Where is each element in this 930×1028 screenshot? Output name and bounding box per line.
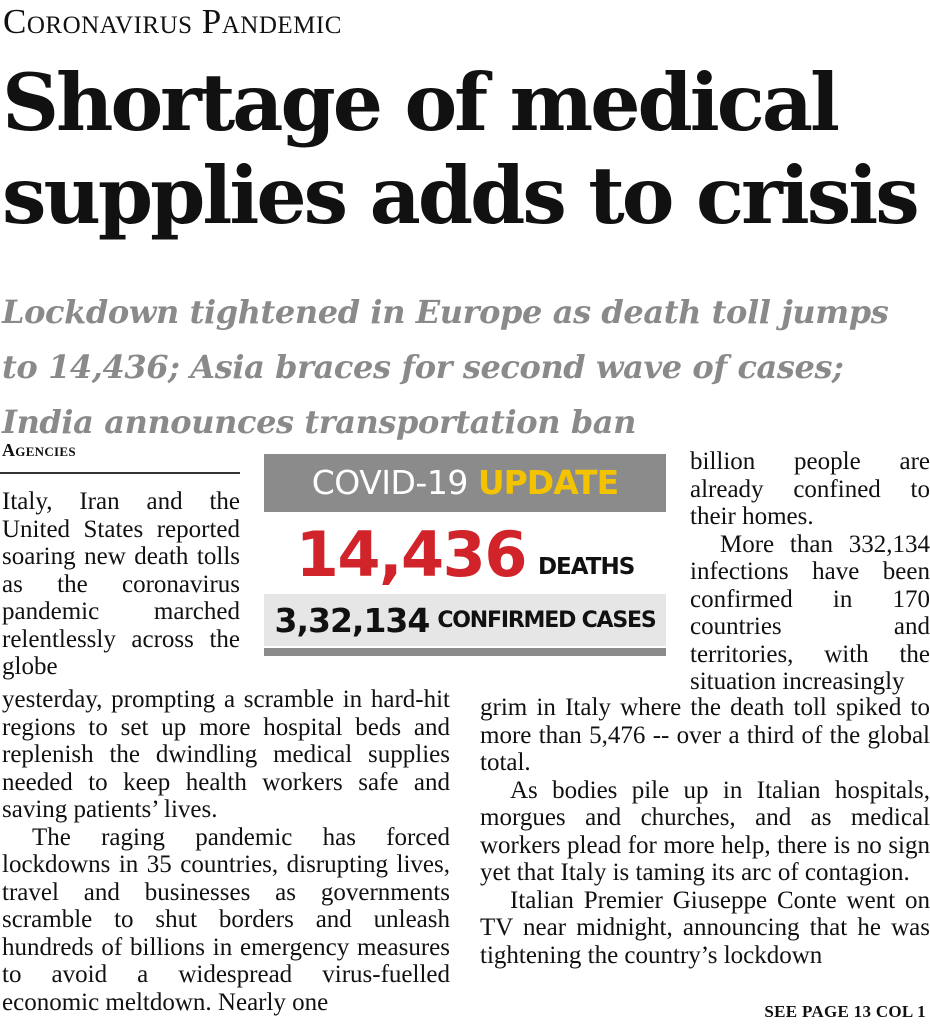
headline-line-1: Shortage of medical: [2, 56, 838, 149]
article-paragraph: grim in Italy where the death toll spiked to more than 5,476 -- over a third of the global total.: [480, 694, 930, 776]
article-paragraph: More than 332,134 infections have been confirmed in 170 countries and territories, with the situation increasingly: [690, 530, 930, 695]
covid-title-accent: UPDATE: [477, 463, 619, 502]
byline-rule: [0, 472, 240, 474]
deck-subheadline: [2, 285, 928, 450]
article-paragraph: yesterday, prompting a scramble in hard-hit regions to set up more hospital beds and replenish the dwindling medical supplies needed to keep health workers safe and saving patients’ lives.: [2, 686, 450, 823]
covid-update-title: [264, 454, 666, 512]
article-column-2: [2, 686, 450, 1016]
deaths-count: 14,436: [295, 518, 526, 591]
covid-update-box: [264, 454, 666, 656]
article-paragraph: Italian Premier Giuseppe Conte went on TV near midnight, announcing that he was tightening the country’s lockdown: [480, 886, 930, 969]
byline: Agencies: [2, 440, 76, 460]
article-column-1: Italy, Iran and the United States reported soaring new death tolls as the coronavirus pandemic marched relentlessly across the globe: [2, 488, 240, 680]
article-column-3: [690, 448, 930, 696]
deck-line-1: Lockdown tightened in Europe as death toll jumps: [2, 293, 889, 331]
deck-line-3: India announces transportation ban: [2, 403, 636, 441]
article-paragraph: billion people are already confined to their homes.: [690, 448, 930, 530]
deck-line-2: to 14,436; Asia braces for second wave of cases;: [2, 348, 844, 386]
headline-line-2: supplies adds to crisis: [2, 149, 917, 242]
section-kicker: Coronavirus Pandemic: [3, 2, 342, 41]
confirmed-cases-stat: [264, 594, 666, 646]
covid-title-text: COVID-19: [311, 463, 478, 502]
deaths-label: DEATHS: [537, 554, 635, 580]
confirmed-cases-label: CONFIRMED CASES: [437, 607, 656, 633]
article-column-4: [480, 694, 930, 969]
article-paragraph: As bodies pile up in Italian hospitals, morgues and churches, and as medical workers plead for more help, there is no sign yet that Italy is taming its arc of contagion.: [480, 776, 930, 886]
continued-jump-line: SEE PAGE 13 COL 1: [764, 1002, 926, 1021]
deaths-stat: [264, 516, 666, 591]
covid-box-bottom-rule: [264, 648, 666, 656]
confirmed-cases-count: 3,32,134: [274, 600, 430, 640]
headline: [2, 56, 928, 242]
article-paragraph: The raging pandemic has forced lockdowns in 35 countries, disrupting lives, travel and businesses as governments scramble to shut borders and unleash hundreds of billions in emergency measures to avoid a widespread virus-fuelled economic meltdown. Nearly one: [2, 823, 450, 1016]
